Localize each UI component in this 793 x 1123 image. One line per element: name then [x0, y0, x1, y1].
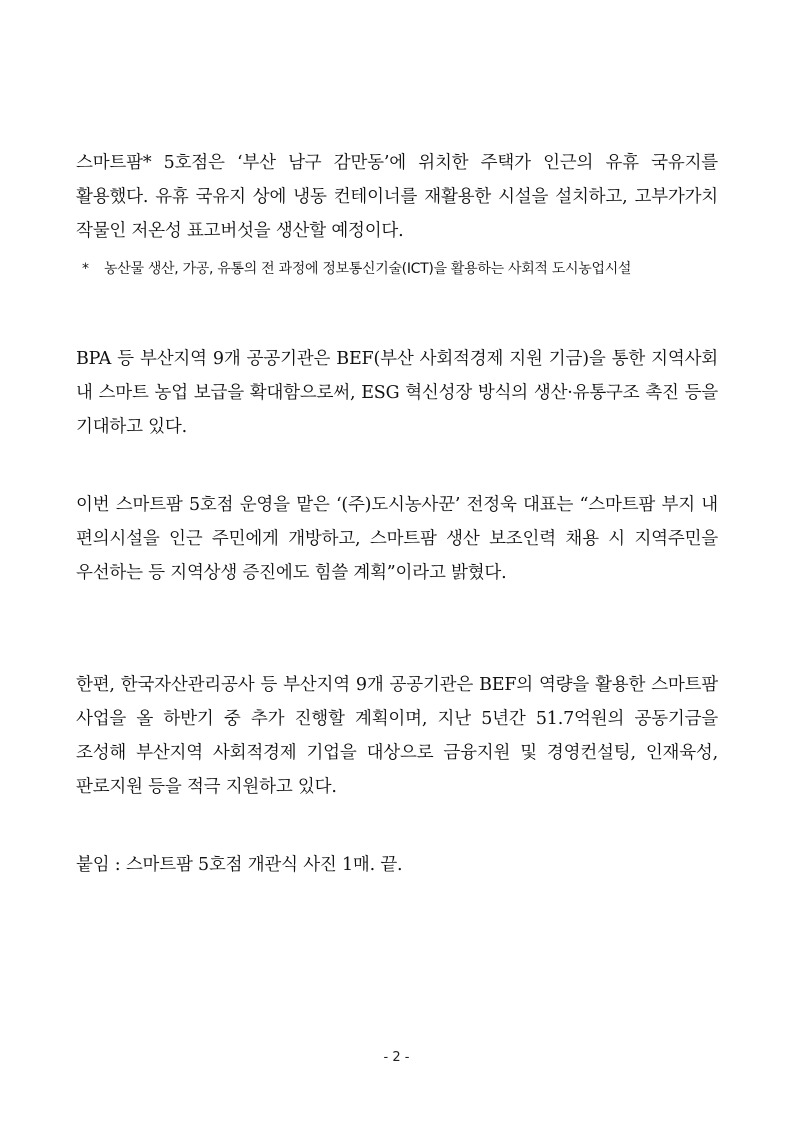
footnote-text: 농산물 생산, 가공, 유통의 전 과정에 정보통신기술(ICT)을 활용하는 사회적 도시농업시설 — [104, 261, 632, 277]
footnote-mark: * — [82, 261, 89, 277]
paragraph-bpa-bef: BPA 등 부산지역 9개 공공기관은 BEF(부산 사회적경제 지원 기금)을 통한 지역사회 내 스마트 농업 보급을 확대함으로써, ESG 혁신성장 방식의 생산·유통구조 촉진 등을 기대하고 있다. — [76, 349, 718, 437]
paragraph-smartfarm-location: 스마트팜* 5호점은 ‘부산 남구 감만동’에 위치한 주택가 인근의 유휴 국유지를 활용했다. 유휴 국유지 상에 냉동 컨테이너를 재활용한 시설을 설치하고, 고부가가치 작물인 저온성 표고버섯을 생산할 예정이다. — [76, 153, 718, 241]
page-number: - 2 - — [383, 1050, 410, 1065]
footnote — [82, 255, 740, 283]
paragraph-additional-plans: 한편, 한국자산관리공사 등 부산지역 9개 공공기관은 BEF의 역량을 활용한 스마트팜 사업을 올 하반기 중 추가 진행할 계획이며, 지난 5년간 51.7억원의 공동기금을 조성해 부산지역 사회적경제 기업을 대상으로 금융지원 및 경영컨설팅, 인재육성, 판로지원 등을 적극 지원하고 있다. — [76, 675, 718, 797]
paragraph-attachment: 붙임 : 스마트팜 5호점 개관식 사진 1매. 끝. — [76, 855, 403, 875]
paragraph-ceo-quote: 이번 스마트팜 5호점 운영을 맡은 ‘(주)도시농사꾼’ 전정욱 대표는 “스마트팜 부지 내 편의시설을 인근 주민에게 개방하고, 스마트팜 생산 보조인력 채용 시 지역주민을 우선하는 등 지역상생 증진에도 힘쓸 계획”이라고 밝혔다. — [76, 495, 718, 583]
